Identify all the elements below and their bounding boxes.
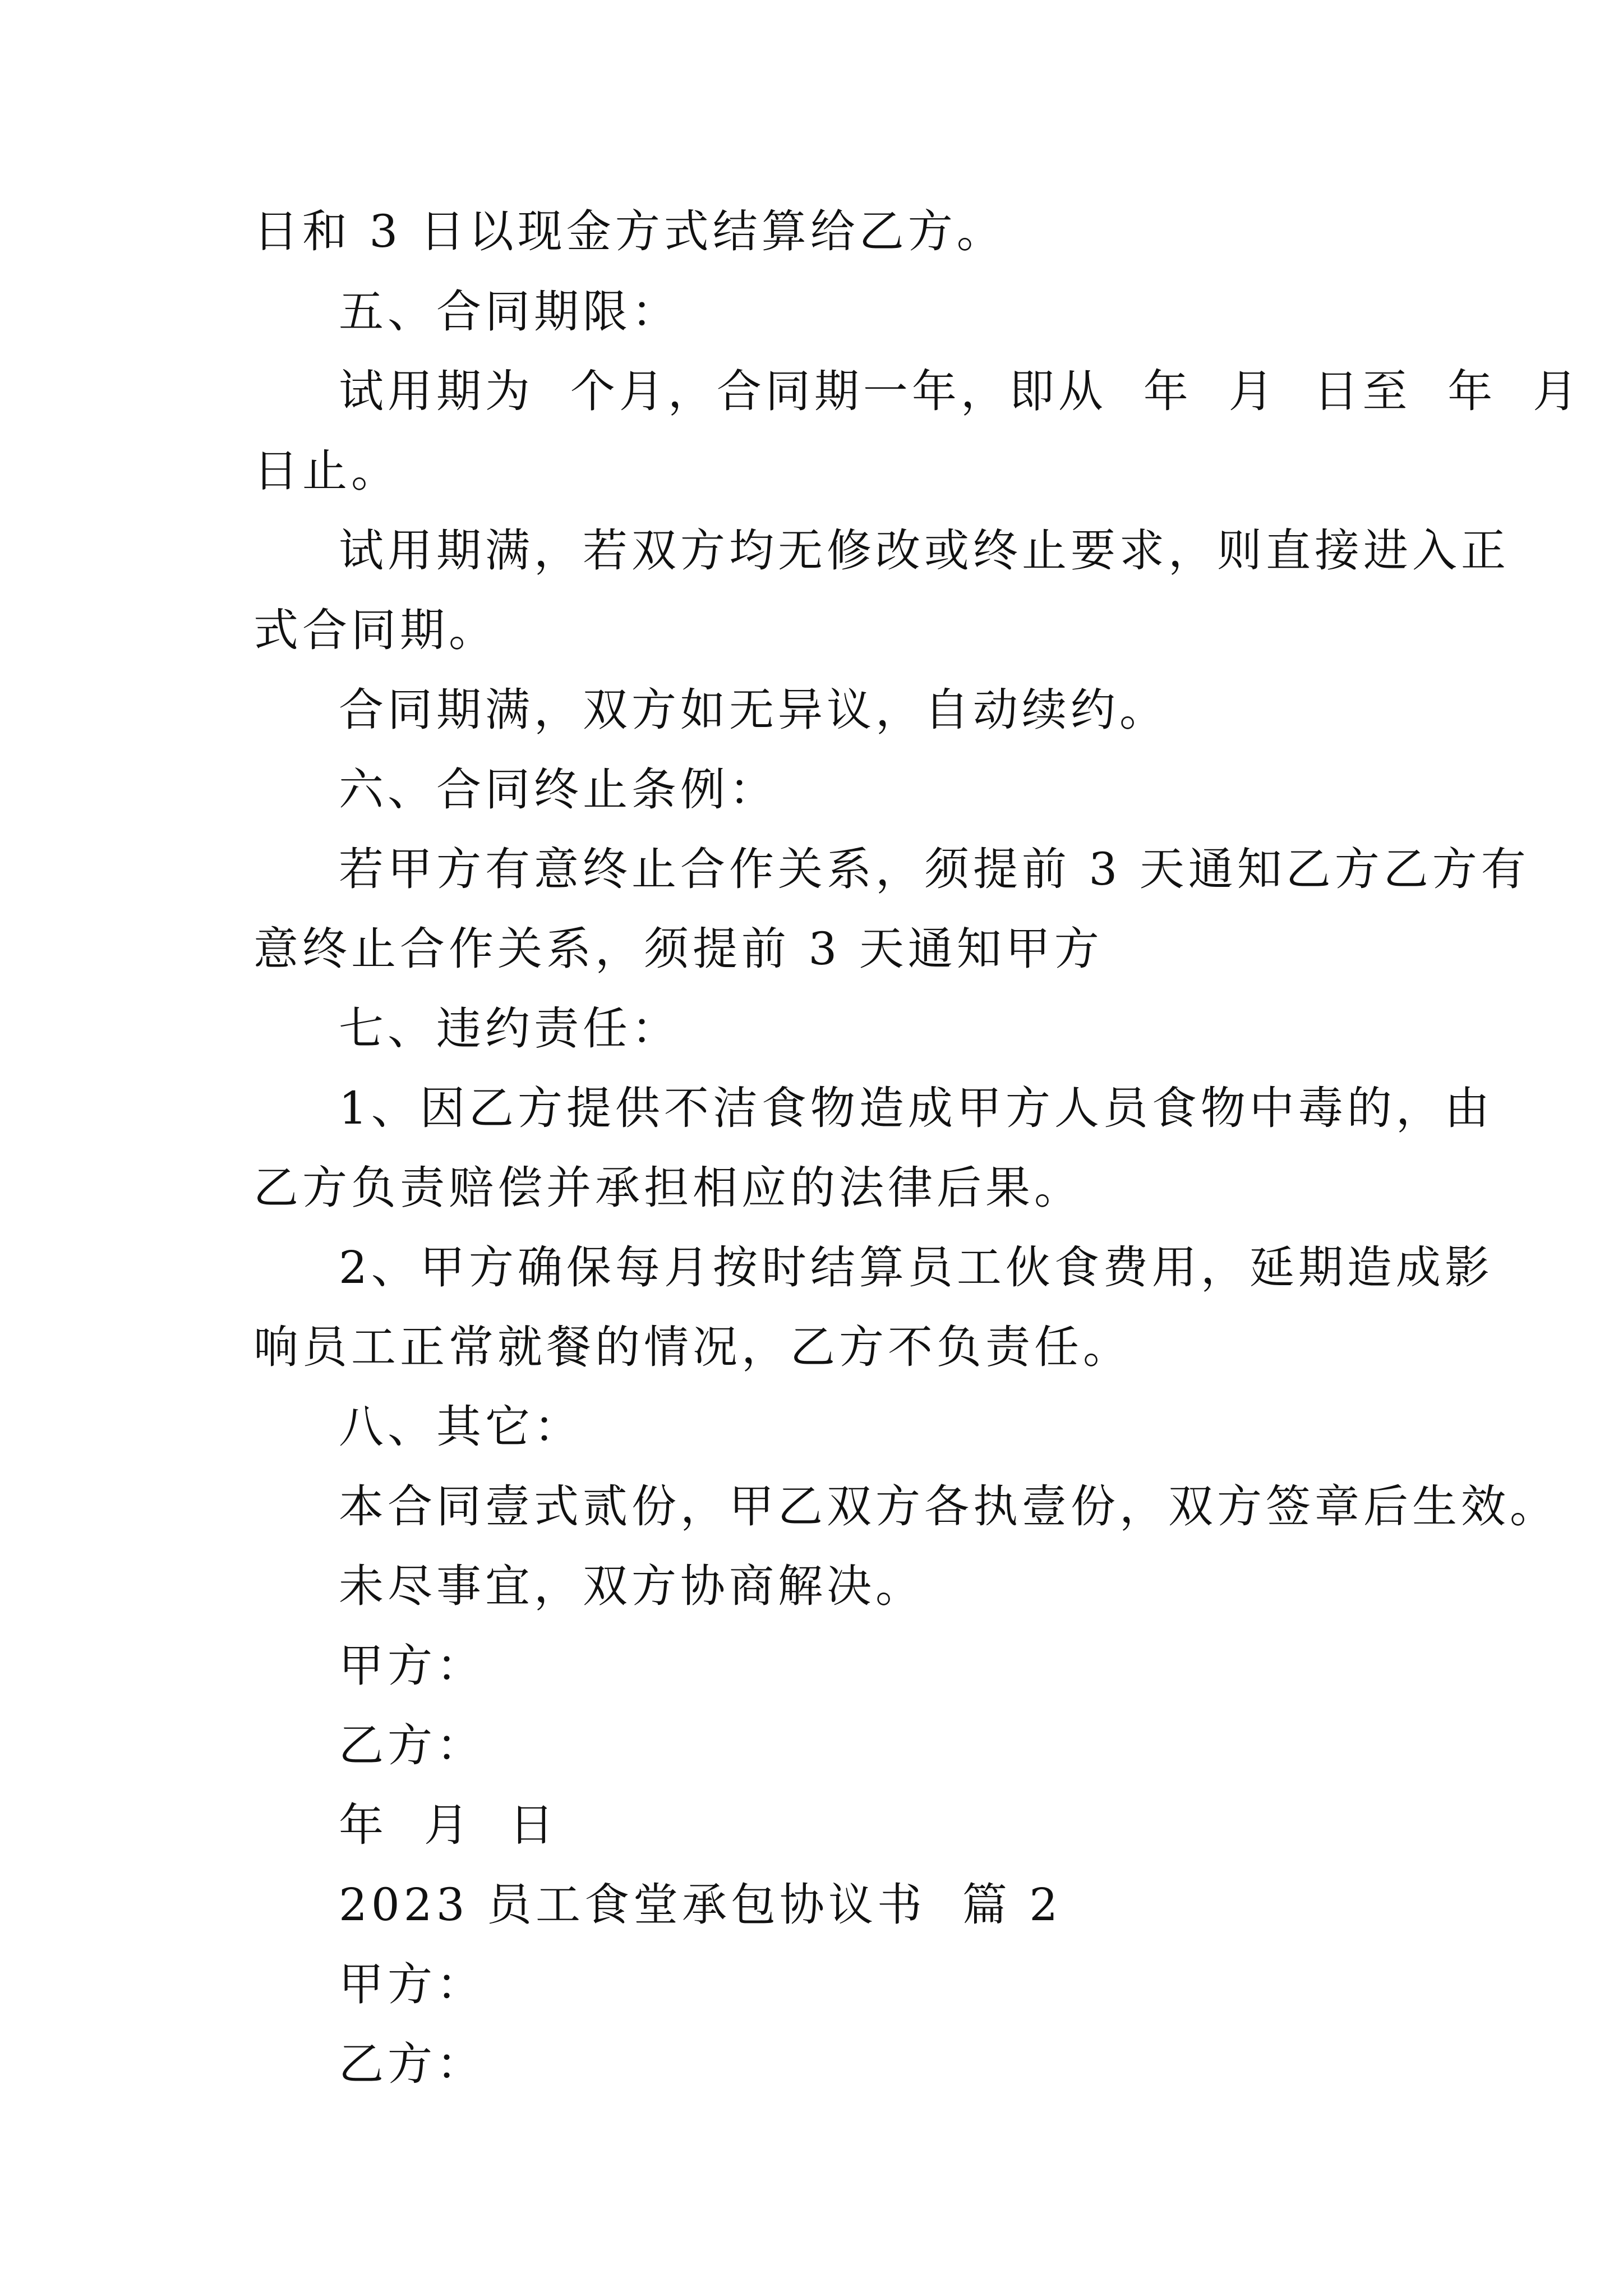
text-line-copies: 本合同壹式贰份，甲乙双方各执壹份，双方签章后生效。 (339, 1480, 1559, 1533)
text-line-liability-1-cont: 乙方负责赔偿并承担相应的法律后果。 (253, 1162, 1083, 1214)
text-line-termination-notice-cont: 意终止合作关系，须提前 3 天通知甲方 (253, 923, 1103, 975)
text-line-liability-2: 2、甲方确保每月按时结算员工伙食费用，延期造成影 (339, 1241, 1493, 1294)
section-heading-liability: 七、违约责任： (339, 1002, 680, 1055)
party-b-label: 乙方： (339, 2038, 485, 2090)
text-line-trial-expiry-cont: 式合同期。 (253, 604, 497, 656)
section-heading-termination: 六、合同终止条例： (339, 763, 778, 816)
text-line-negotiation: 未尽事宜，双方协商解决。 (339, 1560, 924, 1612)
text-line-liability-1: 1、因乙方提供不洁食物造成甲方人员食物中毒的，由 (339, 1082, 1493, 1134)
text-line-termination-notice: 若甲方有意终止合作关系，须提前 3 天通知乙方乙方有 (339, 843, 1530, 895)
signature-party-a: 甲方： (339, 1640, 485, 1692)
text-line-trial-period: 试用期为 个月，合同期一年，即从 年 月 日至 年 月 (339, 365, 1582, 417)
signature-party-b: 乙方： (339, 1719, 485, 1772)
text-line-trial-period-end: 日止。 (253, 445, 400, 497)
party-a-label: 甲方： (339, 1958, 485, 2010)
section-heading-other: 八、其它： (339, 1401, 583, 1453)
signature-date: 年 月 日 (339, 1799, 558, 1851)
text-line-liability-2-cont: 响员工正常就餐的情况，乙方不负责任。 (253, 1321, 1132, 1373)
document-title-part-2: 2023 员工食堂承包协议书 篇 2 (339, 1879, 1062, 1931)
text-line-settlement-cash: 日和 3 日以现金方式结算给乙方。 (253, 205, 1006, 257)
section-heading-contract-term: 五、合同期限： (339, 286, 680, 338)
text-line-auto-renew: 合同期满，双方如无异议，自动续约。 (339, 684, 1168, 736)
text-line-trial-expiry: 试用期满，若双方均无修改或终止要求，则直接进入正 (339, 524, 1510, 577)
